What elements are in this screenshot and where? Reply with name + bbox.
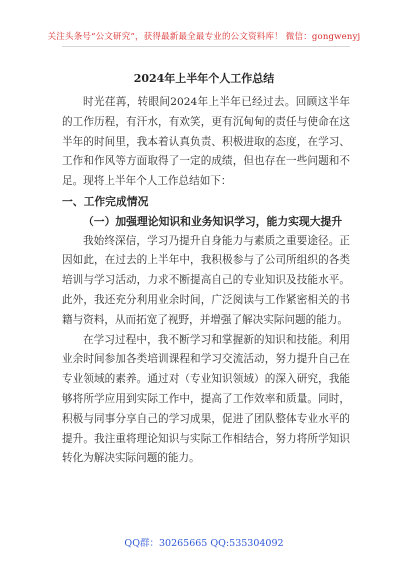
section-heading: 一、工作完成情况 [62, 194, 149, 208]
footer-qq-line: QQ群：30265665 QQ:535304092 [124, 538, 284, 549]
intro-paragraph: 时光荏苒，转眼间2024年上半年已经过去。回顾这半年的工作历程，有汗水，有欢笑，更有沉甸甸的责任与使命在这半年的时间里，我本着认真负责、积极进取的态度，在学习、工作和作风等方面取得了一定的成绩，但也存在一些问题和不足。现将上半年个人工作总结如下： [62, 96, 350, 188]
subsection-heading: （一）加强理论知识和业务知识学习，能力实现大提升 [83, 214, 343, 228]
document-body [62, 93, 350, 469]
document-title: 2024年上半年个人工作总结 [133, 72, 275, 85]
body-paragraph-2: 在学习过程中，我不断学习和掌握新的知识和技能。利用业余时间参加各类培训课程和学习交流活动，努力提升自己在专业领域的素养。通过对（专业知识领域）的深入研究，我能够将所学应用到实际工作中，提高了工作效率和质量。同时，积极与同事分享自己的学习成果，促进了团队整体专业水平的提升。我注重将理论知识与实际工作相结合，努力将所学知识转化为解决实际问题的能力。 [62, 333, 350, 465]
body-paragraph-1: 我始终深信，学习乃提升自身能力与素质之重要途径。正因如此，在过去的上半年中，我积极参与了公司所组织的各类培训与学习活动，力求不断提高自己的专业知识及技能水平。此外，我还充分利用业余时间，广泛阅读与工作紧密相关的书籍与资料，从而拓宽了视野，并增强了解决实际问题的能力。 [62, 234, 350, 326]
header-banner: 关注头条号“公文研究”，获得最新最全最专业的公文资料库！ 微信：gongwenyj [47, 32, 361, 42]
header-divider [62, 46, 350, 47]
